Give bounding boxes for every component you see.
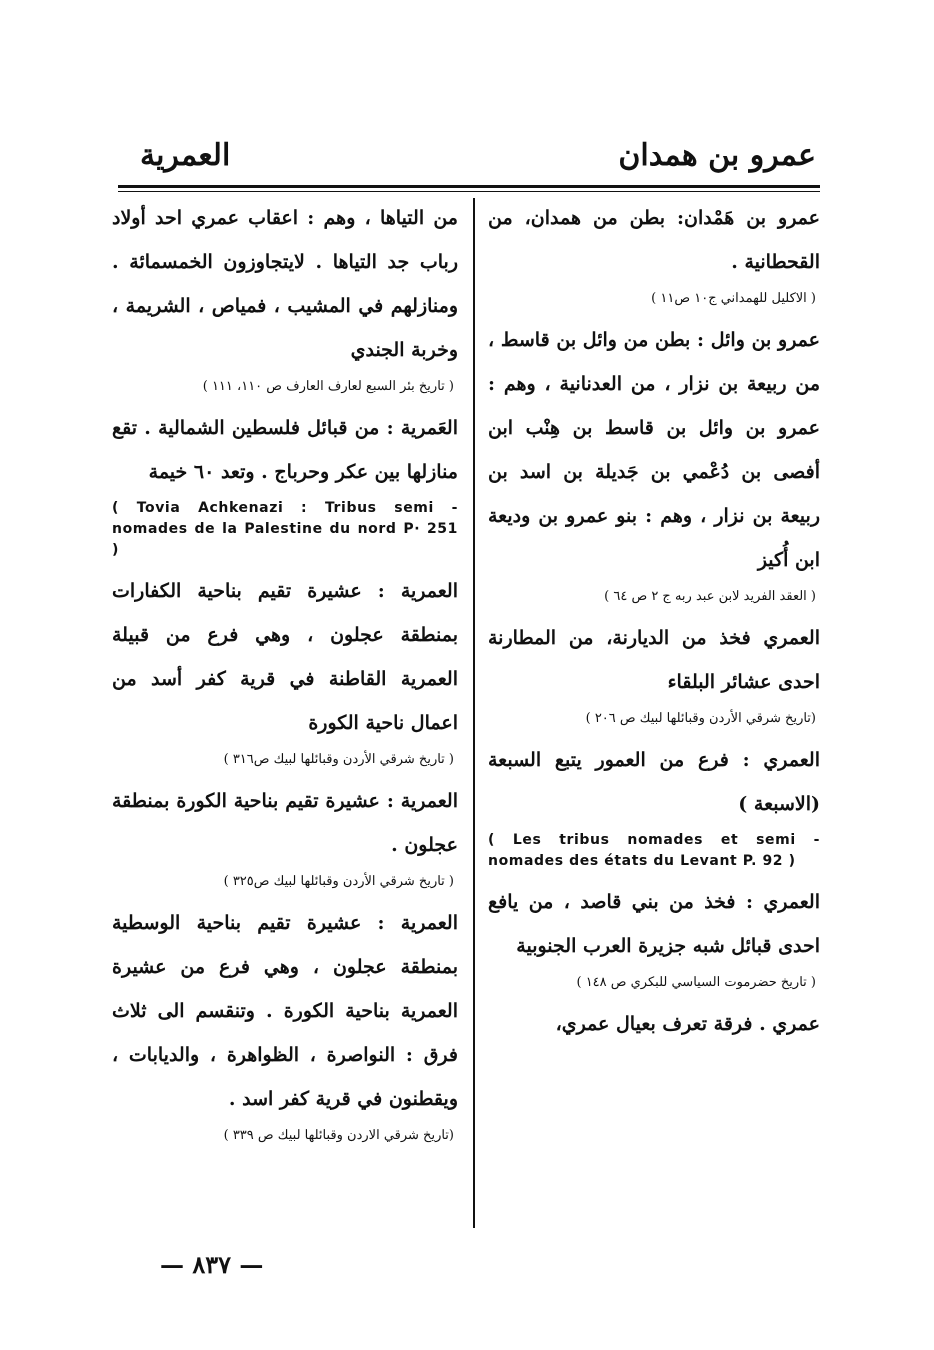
running-header-left: العمرية [140,138,231,173]
entry-tiyaha-continuation: من التياها ، وهم : اعقاب عمري احد أولاد رباب جد التياها . لايتجاوزون الخمسمائة . ومنازلهم في المشيب ، فمياص ، الشريمة ، وخربة الجندي [112,207,458,361]
latin-citation: ( Les tribus nomades et semi - nomades des états du Levant P. 92 ) [488,832,820,869]
citation: ( العقد الفريد لابن عبد ربه ج ٢ ص ٦٤ ) [604,589,816,604]
entry-amr-bin-hamdan: عمرو بن هَمْدان: بطن من همدان، من القحطانية . [488,207,820,273]
citation: ( تاريخ بئر السبع لعارف العارف ص ١١٠، ١١١ ) [202,379,454,394]
header-rule-thin [118,191,820,192]
entry-amr-bin-wail: عمرو بن وائل : بطن من وائل بن قاسط ، من ربيعة بن نزار ، من العدنانية ، وهم : عمرو بن وائل بن قاسط بن هِنْب ابن أفصى بن دُعْمي بن جَديلة بن اسد بن ربيعة بن نزار ، وهم : بنو عمرو بن وديعة ابن أُكيز [488,329,820,571]
entry-al-amriya-palestine: العَمرية : من قبائل فلسطين الشمالية . تقع منازلها بين عكر وحرباج . وتعد ٦٠ خيمة [112,417,458,483]
entry-al-umari-diyarna: العمري فخذ من الديارنة، من المطارنة احدى عشائر البلقاء [488,627,820,693]
citation: ( تاريخ شرقي الأردن وقبائلها لبيك ص٣١٦ ) [223,752,454,767]
running-header-right: عمرو بن همدان [618,138,816,173]
right-column [488,196,820,1046]
header-rule-thick [118,185,820,188]
left-column [112,196,458,1155]
citation: (تاريخ شرقي الأردن وقبائلها لبيك ص ٢٠٦ ) [585,711,816,726]
citation: ( تاريخ شرقي الأردن وقبائلها لبيك ص٣٢٥ ) [223,874,454,889]
entry-umari-iyal: عمري . فرقة تعرف بعيال عمري، [555,1013,820,1035]
entry-al-umariya-wastiya: العمرية : عشيرة تقيم بناحية الوسطية بمنطقة عجلون ، وهي فرع من عشيرة العمرية بناحية الكورة . وتنقسم الى ثلاث فرق : النواصرة ، الظواهرة ، والديابات ، ويقطنون في قرية كفر اسد . [112,912,458,1110]
entry-al-umari-qasid: العمري : فخذ من بني قاصد ، من يافع احدى قبائل شبه جزيرة العرب الجنوبية [488,891,820,957]
entry-al-umariya-kafarat: العمرية : عشيرة تقيم بناحية الكفارات بمنطقة عجلون ، وهي فرع من قبيلة العمرية القاطنة في قرية كفر أسد من اعمال ناحية الكورة [112,580,458,734]
page-number: — ٨٣٧ — [160,1250,264,1279]
column-divider [473,198,475,1228]
citation: ( تاريخ حضرموت السياسي للبكري ص ١٤٨ ) [576,975,816,990]
citation: ( الاكليل للهمداني ج١٠ ص١١ ) [651,291,816,306]
entry-al-umariya-kura: العمرية : عشيرة تقيم بناحية الكورة بمنطقة عجلون . [112,790,458,856]
citation: (تاريخ شرقي الاردن وقبائلها لبيك ص ٣٣٩ ) [223,1128,454,1143]
entry-al-umari-umur: العمري : فرع من العمور يتبع السبعة (الاسبعة ) [488,749,820,815]
latin-citation: ( Tovia Achkenazi : Tribus semi - nomades de la Palestine du nord P· 251 ) [112,500,458,558]
